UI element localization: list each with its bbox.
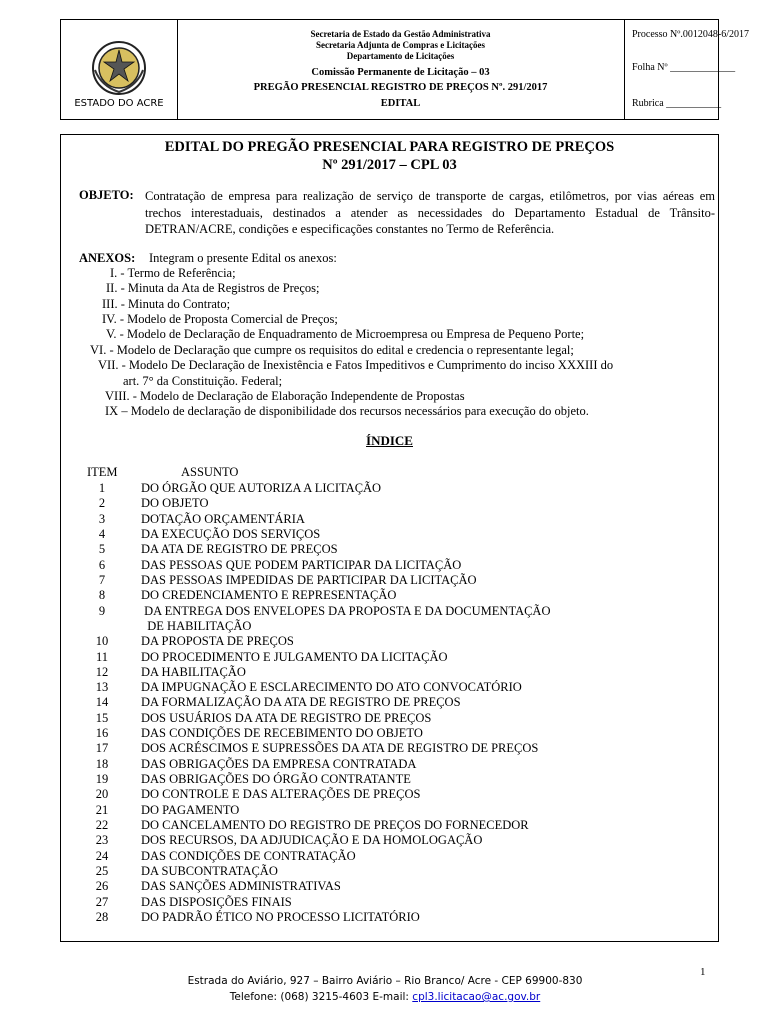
footer-email-link[interactable]: cpl3.licitacao@ac.gov.br <box>412 991 541 1003</box>
departamento-line: Departamento de Licitações <box>346 51 455 61</box>
anexo-item: VI. - Modelo de Declaração que cumpre os requisitos do edital e credencia o representante legal; <box>90 343 574 357</box>
indice-row <box>61 604 718 619</box>
anexos-intro: Integram o presente Edital os anexos: <box>149 251 337 265</box>
indice-row <box>61 619 718 634</box>
rubrica-line: Rubrica ___________ <box>632 98 722 109</box>
indice-row <box>61 910 718 925</box>
indice-item-number: 2 <box>98 496 106 511</box>
indice-item-subject: DOS USUÁRIOS DA ATA DE REGISTRO DE PREÇOS <box>141 710 432 725</box>
indice-row <box>61 512 718 527</box>
indice-item-subject: DO CONTROLE E DAS ALTERAÇÕES DE PREÇOS <box>141 787 421 802</box>
indice-item-number: 9 <box>98 603 106 618</box>
comissao-line: Comissão Permanente de Licitação – 03 <box>311 67 490 78</box>
indice-item-subject: DA HABILITAÇÃO <box>141 664 246 679</box>
indice-row <box>61 481 718 496</box>
footer-phone: Telefone: (068) 3215-4603 E-mail: <box>229 991 409 1003</box>
header-process-cell <box>624 20 749 119</box>
indice-item-subject: DOS ACRÉSCIMOS E SUPRESSÕES DA ATA DE REGISTRO DE PREÇOS <box>141 741 539 756</box>
document-body <box>60 134 719 942</box>
indice-item-subject: DAS CONDIÇÕES DE RECEBIMENTO DO OBJETO <box>141 726 423 741</box>
anexo-item: IV. - Modelo de Proposta Comercial de Preços; <box>102 312 338 326</box>
footer-contact <box>0 991 770 1003</box>
estado-label: ESTADO DO ACRE <box>74 98 164 109</box>
indice-item-number: 25 <box>95 864 109 878</box>
indice-item-number: 18 <box>95 756 109 771</box>
indice-item-subject: DA PROPOSTA DE PREÇOS <box>141 634 294 649</box>
indice-row <box>61 879 718 894</box>
indice-row <box>61 864 718 879</box>
indice-item-subject: DAS PESSOAS IMPEDIDAS DE PARTICIPAR DA LICITAÇÃO <box>141 572 477 587</box>
indice-item-number: 17 <box>95 741 109 756</box>
anexo-item: VIII. - Modelo de Declaração de Elaboração Independente de Propostas <box>105 389 465 403</box>
indice-item-number: 22 <box>95 818 109 833</box>
anexos-label: ANEXOS: <box>79 251 136 265</box>
indice-item-subject: DAS CONDIÇÕES DE CONTRATAÇÃO <box>141 848 356 863</box>
anexo-item: II. - Minuta da Ata de Registros de Preços; <box>106 281 320 295</box>
indice-item-number: 23 <box>95 833 109 848</box>
indice-item-number: 8 <box>98 588 106 603</box>
indice-item-subject: DE HABILITAÇÃO <box>141 618 252 633</box>
indice-item-number: 16 <box>95 726 109 741</box>
indice-row <box>61 833 718 848</box>
indice-item-subject: DA IMPUGNAÇÃO E ESCLARECIMENTO DO ATO CONVOCATÓRIO <box>141 680 522 695</box>
indice-item-subject: DO CREDENCIAMENTO E REPRESENTAÇÃO <box>141 588 397 603</box>
indice-item-number: 11 <box>95 649 109 664</box>
indice-row <box>61 527 718 542</box>
page-number: 1 <box>700 966 706 978</box>
anexo-item: V. - Modelo de Declaração de Enquadramento de Microempresa ou Empresa de Pequeno Porte; <box>106 327 585 341</box>
pregao-line: PREGÃO PRESENCIAL REGISTRO DE PREÇOS Nº. 291/2017 <box>253 82 548 93</box>
indice-item-subject: DO PAGAMENTO <box>141 802 240 817</box>
indice-item-subject: DO PROCEDIMENTO E JULGAMENTO DA LICITAÇÃO <box>141 649 448 664</box>
anexo-item: IX – Modelo de declaração de disponibilidade dos recursos necessários para execução do objeto. <box>105 404 589 418</box>
acre-coat-of-arms-icon <box>91 40 147 96</box>
indice-item-number: 10 <box>95 634 109 649</box>
secretaria-line: Secretaria de Estado da Gestão Administrativa <box>310 29 491 39</box>
indice-item-number: 20 <box>95 787 109 802</box>
indice-item-number: 26 <box>95 879 109 894</box>
indice-item-subject: DA EXECUÇÃO DOS SERVIÇOS <box>141 526 321 541</box>
indice-row <box>61 665 718 680</box>
indice-row <box>61 634 718 649</box>
indice-title: ÍNDICE <box>366 433 413 448</box>
indice-item-number: 7 <box>98 572 106 587</box>
indice-row <box>61 558 718 573</box>
processo-line: Processo Nº.0012048-6/2017 <box>632 29 749 40</box>
indice-row <box>61 849 718 864</box>
folha-line: Folha Nº _____________ <box>632 62 736 73</box>
indice-row <box>61 496 718 511</box>
footer-address: Estrada do Aviário, 927 – Bairro Aviário – Rio Branco/ Acre - CEP 69900-830 <box>187 975 583 987</box>
anexo-item: VII. - Modelo De Declaração de Inexistência e Fatos Impeditivos e Cumprimento do inciso XXXIII do <box>98 358 614 372</box>
item-column-header: ITEM <box>87 465 118 479</box>
indice-item-number: 27 <box>95 894 109 909</box>
indice-row <box>61 588 718 603</box>
indice-item-number: 21 <box>95 802 109 817</box>
objeto-label: OBJETO: <box>79 188 134 202</box>
indice-row <box>61 650 718 665</box>
indice-row <box>61 895 718 910</box>
indice-item-number: 13 <box>95 680 109 695</box>
indice-row <box>61 573 718 588</box>
indice-item-subject: DO PADRÃO ÉTICO NO PROCESSO LICITATÓRIO <box>141 909 420 924</box>
document-subtitle: Nº 291/2017 – CPL 03 <box>322 157 457 173</box>
indice-row <box>61 757 718 772</box>
indice-item-subject: DAS OBRIGAÇÕES DA EMPRESA CONTRATADA <box>141 756 417 771</box>
indice-item-subject: DA ATA DE REGISTRO DE PREÇOS <box>141 542 338 557</box>
indice-item-number: 3 <box>98 511 106 526</box>
anexo-item: I. - Termo de Referência; <box>110 266 236 280</box>
indice-item-number: 12 <box>95 664 109 679</box>
indice-item-subject: DOS RECURSOS, DA ADJUDICAÇÃO E DA HOMOLOGAÇÃO <box>141 833 483 848</box>
indice-row <box>61 726 718 741</box>
header-center-cell <box>177 20 625 119</box>
indice-item-subject: DO OBJETO <box>141 496 209 511</box>
indice-row <box>61 818 718 833</box>
adjunta-line: Secretaria Adjunta de Compras e Licitações <box>315 40 486 50</box>
indice-item-number: 6 <box>98 557 106 572</box>
indice-row <box>61 695 718 710</box>
indice-item-subject: DO ÓRGÃO QUE AUTORIZA A LICITAÇÃO <box>141 481 382 495</box>
indice-item-subject: DA ENTREGA DOS ENVELOPES DA PROPOSTA E DA DOCUMENTAÇÃO <box>141 603 551 618</box>
indice-item-subject: DA FORMALIZAÇÃO DA ATA DE REGISTRO DE PREÇOS <box>141 695 461 710</box>
indice-item-subject: DAS DISPOSIÇÕES FINAIS <box>141 894 292 909</box>
document-title: EDITAL DO PREGÃO PRESENCIAL PARA REGISTRO DE PREÇOS <box>164 139 615 155</box>
indice-row <box>61 772 718 787</box>
assunto-column-header: ASSUNTO <box>181 465 239 479</box>
indice-item-number: 19 <box>95 772 109 787</box>
indice-item-subject: DAS OBRIGAÇÕES DO ÓRGÃO CONTRATANTE <box>141 772 411 787</box>
document-header <box>60 19 749 120</box>
indice-row <box>61 741 718 756</box>
indice-item-number: 15 <box>95 710 109 725</box>
indice-row <box>61 680 718 695</box>
indice-item-subject: DA SUBCONTRATAÇÃO <box>141 864 278 878</box>
anexo-item: art. 7° da Constituição. Federal; <box>123 374 283 388</box>
indice-item-number: 28 <box>95 909 109 924</box>
indice-item-subject: DO CANCELAMENTO DO REGISTRO DE PREÇOS DO FORNECEDOR <box>141 818 529 833</box>
indice-item-number: 14 <box>95 695 109 710</box>
indice-item-subject: DAS PESSOAS QUE PODEM PARTICIPAR DA LICITAÇÃO <box>141 557 462 572</box>
header-logo-cell <box>61 20 178 119</box>
indice-row <box>61 787 718 802</box>
indice-item-subject: DAS SANÇÕES ADMINISTRATIVAS <box>141 879 341 894</box>
indice-item-number: 4 <box>98 526 106 541</box>
indice-header-row <box>61 465 718 480</box>
anexo-item: III. - Minuta do Contrato; <box>102 297 231 311</box>
objeto-text: Contratação de empresa para realização de serviço de transporte de cargas, etilômetros, por vias aéreas em trechos interestaduais, destinados a atender as necessidades do Departamento Estadual de Trânsito- DETRAN/ACRE, condições e especificações constantes no Termo de Referência. <box>145 189 715 236</box>
indice-item-subject: DOTAÇÃO ORÇAMENTÁRIA <box>141 511 305 526</box>
indice-item-number: 24 <box>95 848 109 863</box>
indice-item-number: 1 <box>98 481 106 495</box>
indice-row <box>61 711 718 726</box>
edital-line: EDITAL <box>380 98 421 109</box>
indice-item-number: 5 <box>98 542 106 557</box>
indice-row <box>61 542 718 557</box>
indice-row <box>61 803 718 818</box>
